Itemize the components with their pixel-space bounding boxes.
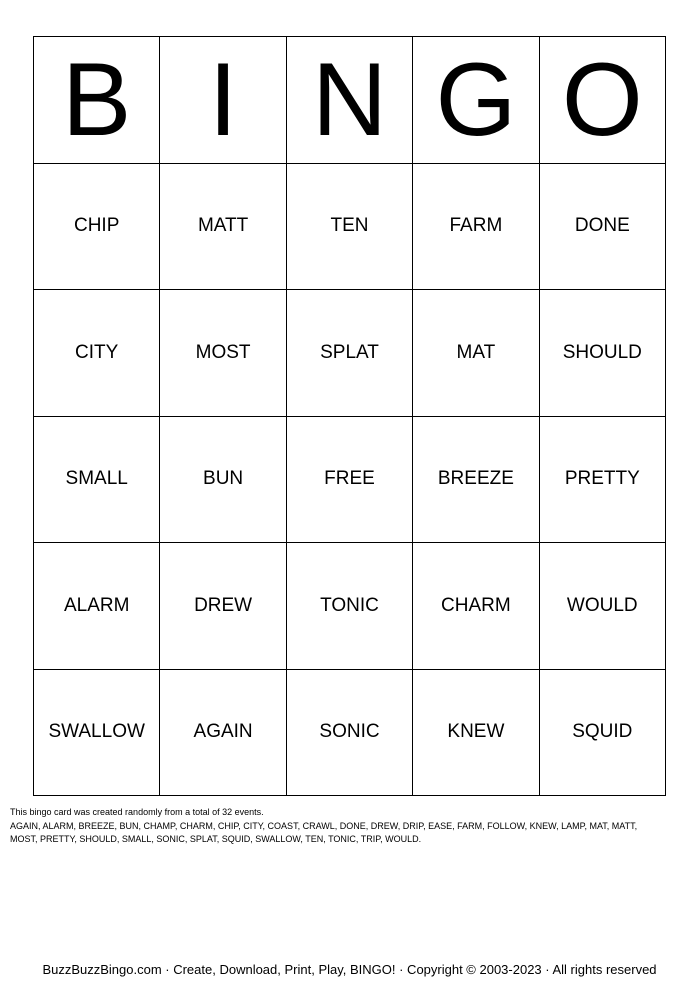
footer-copyright: BuzzBuzzBingo.com · Create, Download, Print, Play, BINGO! · Copyright © 2003-2023 · All rights reserved: [42, 962, 657, 977]
events-note: [10, 806, 692, 847]
bingo-cell: MAT: [413, 290, 539, 417]
bingo-cell: SWALLOW: [34, 670, 160, 797]
bingo-cell: CHIP: [34, 164, 160, 291]
header-letter-g: G: [413, 37, 539, 164]
bingo-cell-center: FREE: [287, 417, 413, 544]
bingo-cell: CITY: [34, 290, 160, 417]
bingo-cell: DREW: [160, 543, 286, 670]
header-letter-b: B: [34, 37, 160, 164]
events-list-line-1: AGAIN, ALARM, BREEZE, BUN, CHAMP, CHARM, CHIP, CITY, COAST, CRAWL, DONE, DREW, DRIP, EASE, FARM, FOLLOW, KNEW, LAMP, MAT, MATT,: [10, 820, 638, 831]
bingo-cell: SQUID: [540, 670, 666, 797]
bingo-cell: AGAIN: [160, 670, 286, 797]
bingo-cell: WOULD: [540, 543, 666, 670]
bingo-cell: SMALL: [34, 417, 160, 544]
bingo-cell: ALARM: [34, 543, 160, 670]
bingo-cell: SPLAT: [287, 290, 413, 417]
bingo-cell: BREEZE: [413, 417, 539, 544]
header-letter-i: I: [160, 37, 286, 164]
bingo-cell: DONE: [540, 164, 666, 291]
bingo-cell: MOST: [160, 290, 286, 417]
bingo-card: [33, 36, 666, 796]
bingo-cell: SHOULD: [540, 290, 666, 417]
bingo-cell: FARM: [413, 164, 539, 291]
events-note-intro: This bingo card was created randomly from a total of 32 events.: [10, 807, 264, 817]
bingo-cell: TEN: [287, 164, 413, 291]
bingo-cell: BUN: [160, 417, 286, 544]
bingo-cell: MATT: [160, 164, 286, 291]
bingo-cell: TONIC: [287, 543, 413, 670]
bingo-cell: PRETTY: [540, 417, 666, 544]
bingo-cell: KNEW: [413, 670, 539, 797]
header-letter-o: O: [540, 37, 666, 164]
events-list-line-2: MOST, PRETTY, SHOULD, SMALL, SONIC, SPLAT, SQUID, SWALLOW, TEN, TONIC, TRIP, WOULD.: [10, 834, 422, 844]
bingo-grid: [34, 37, 666, 796]
bingo-cell: SONIC: [287, 670, 413, 797]
bingo-cell: CHARM: [413, 543, 539, 670]
header-letter-n: N: [287, 37, 413, 164]
